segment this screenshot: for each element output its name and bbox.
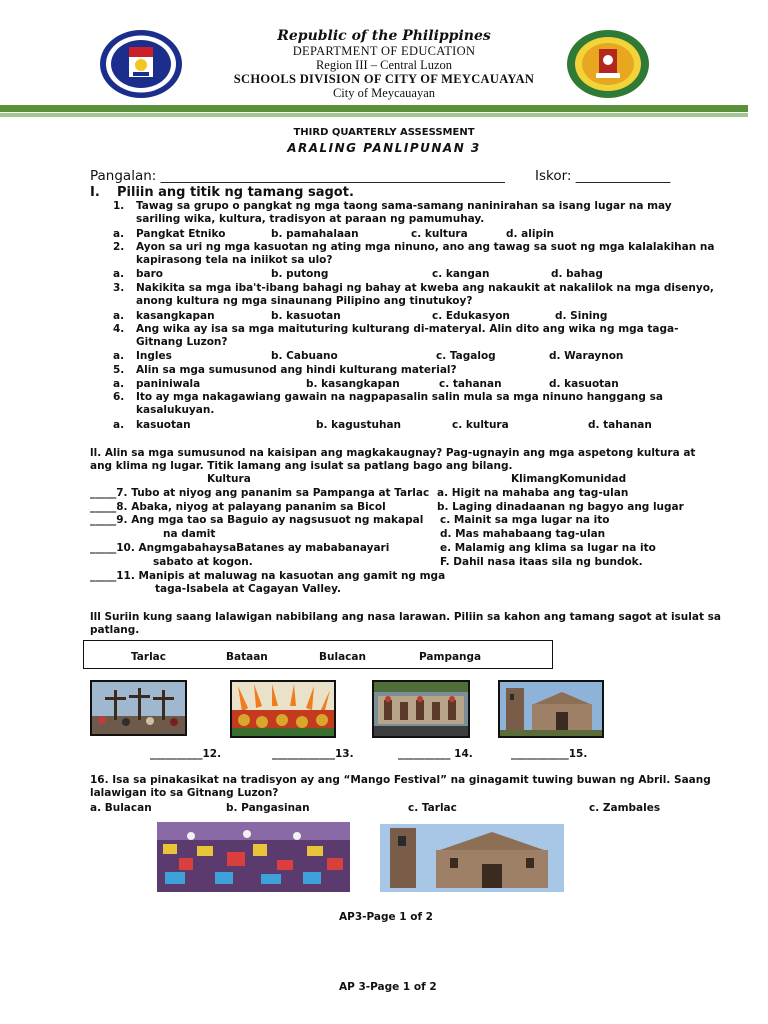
market-stall-photo [157,822,350,892]
choice-bataan: Bataan [226,651,268,663]
question-1-option-d[interactable]: d. alipin [506,228,555,240]
col-header-kultura: Kultura [207,473,251,485]
question-3-number: 3. [113,282,125,294]
name-field-label[interactable]: Pangalan: ___________________________________________________ [90,168,505,184]
choice-pampanga: Pampanga [419,651,482,663]
question-5-text: Alin sa mga sumusunod ang hindi kulturang material? [136,364,457,376]
question-1-option-c[interactable]: c. kultura [411,228,468,240]
division-name: SCHOOLS DIVISION OF CITY OF MEYCAUAYAN [233,72,535,86]
score-field-label[interactable]: Iskor: ______________ [535,168,671,184]
part2-instruction-1: ll. Alin sa mga sumusunod na kaisipan ang magkakaugnay? Pag-ugnayin ang mga aspetong kultura at [90,447,696,459]
stone-church-photo [498,680,604,738]
question-5-option-d[interactable]: d. kasuotan [549,378,619,390]
question-6-option-b[interactable]: b. kagustuhan [316,419,401,431]
question-4-letter-a: a. [113,350,125,362]
question-2-option-c[interactable]: c. kangan [432,268,490,280]
question-4-option-c[interactable]: c. Tagalog [436,350,496,362]
part3-instruction-2: patlang. [90,624,140,636]
matching-right-e: e. Malamig ang klima sa lugar na ito [440,542,656,554]
question-5-option-b[interactable]: b. kasangkapan [306,378,400,390]
matching-right-b: b. Laging dinadaanan ng bagyo ang lugar [437,501,684,513]
page-footer-2: AP 3-Page 1 of 2 [339,981,437,993]
header-band-light [0,113,748,117]
matching-left-9[interactable]: _____9. Ang mga tao sa Baguio ay nagsusuot ng makapal [90,514,424,526]
question-6-option-c[interactable]: c. kultura [452,419,509,431]
matching-left-9-cont: na damit [163,528,216,540]
question-2-option-d[interactable]: d. bahag [551,268,603,280]
exam-title: THIRD QUARTERLY ASSESSMENT [293,127,475,138]
question-3-option-c[interactable]: c. Edukasyon [432,310,510,322]
question-6-text: Ito ay mga nakagawiang gawain na nagpapasalin salin mula sa mga ninuno hanggang sa [136,391,663,403]
answer-blank-12[interactable]: __________12. [150,748,222,760]
question-2-text: Ayon sa uri ng mga kasuotan ng ating mga ninuno, ano ang tawag sa suot ng mga kalalakihan na [136,241,715,253]
matching-right-a: a. Higit na mahaba ang tag-ulan [437,487,629,499]
q16-line-2: lalawigan ito sa Gitnang Luzon? [90,787,279,799]
question-4-option-d[interactable]: d. Waraynon [549,350,624,362]
part1-heading: Piliin ang titik ng tamang sagot. [117,185,354,200]
question-3-text: Nakikita sa mga iba't-ibang bahagi ng bahay at kweba ang nakaukit at nakalilok na mga disenyo, [136,282,714,294]
question-4-option-a[interactable]: Ingles [136,350,172,362]
question-6-option-d[interactable]: d. tahanan [588,419,652,431]
region-name: Region III – Central Luzon [315,58,453,72]
city-name: City of Meycauayan [332,86,436,100]
question-6-number: 6. [113,391,125,403]
answer-blank-14[interactable]: __________ 14. [398,748,473,760]
question-5-number: 5. [113,364,125,376]
question-6-option-a[interactable]: kasuotan [136,419,191,431]
exam-subject: ARALING PANLIPUNAN 3 [287,141,481,155]
matching-left-10[interactable]: _____10. AngmgabahaysaBatanes ay mababanayari [90,542,390,554]
matching-left-7[interactable]: _____7. Tubo at niyog ang pananim sa Pampanga at Tarlac [90,487,430,499]
matching-right-d: d. Mas mahabaang tag-ulan [440,528,606,540]
part1-numeral: I. [90,185,100,200]
question-4-text-cont: Gitnang Luzon? [136,336,228,348]
matching-left-11-cont: taga-Isabela at Cagayan Valley. [155,583,342,595]
question-4-option-b[interactable]: b. Cabuano [271,350,338,362]
question-3-option-d[interactable]: d. Sining [555,310,608,322]
question-2-option-b[interactable]: b. putong [271,268,329,280]
question-6-text-cont: kasalukuyan. [136,404,215,416]
church-facade-photo [380,824,564,892]
part2-instruction-2: ang klima ng lugar. Titik lamang ang isulat sa patlang bago ang bilang. [90,460,513,472]
page-footer-1: AP3-Page 1 of 2 [339,911,433,923]
department-name: DEPARTMENT OF EDUCATION [292,44,476,58]
q16-line-1: 16. Isa sa pinakasikat na tradisyon ay ang “Mango Festival” na ginagamit tuwing buwan ng Abril. Saang [90,774,711,786]
question-2-letter-a: a. [113,268,125,280]
question-4-number: 4. [113,323,125,335]
question-6-letter-a: a. [113,419,125,431]
mural-painting-photo [372,680,470,738]
matching-left-10-cont: sabato at kogon. [153,556,253,568]
choice-bulacan: Bulacan [319,651,366,663]
question-5-letter-a: a. [113,378,125,390]
question-3-option-b[interactable]: b. kasuotan [271,310,341,322]
crucifixion-reenactment-photo [90,680,187,736]
matching-left-11[interactable]: _____11. Manipis at maluwag na kasuotan ang gamit ng mga [90,570,446,582]
question-2-option-a[interactable]: baro [136,268,163,280]
q16-choice-d[interactable]: c. Zambales [589,802,661,814]
question-5-option-c[interactable]: c. tahanan [439,378,502,390]
question-1-letter-a: a. [113,228,125,240]
col-header-klima: KlimangKomunidad [511,473,627,485]
matching-left-8[interactable]: _____8. Abaka, niyog at palayang pananim sa Bicol [90,501,386,513]
question-1-number: 1. [113,200,125,212]
q16-choice-a[interactable]: a. Bulacan [90,802,152,814]
festival-parade-photo [230,680,336,738]
question-5-option-a[interactable]: paniniwala [136,378,201,390]
part3-instruction-1: lll Suriin kung saang lalawigan nabibilang ang nasa larawan. Piliin sa kahon ang tamang sagot at isulat sa [90,611,721,623]
matching-right-f: F. Dahil nasa itaas sila ng bundok. [440,556,643,568]
answer-blank-15[interactable]: ___________15. [511,748,588,760]
answer-blank-13[interactable]: ____________13. [272,748,354,760]
question-1-text-cont: sariling wika, kultura, tradisyon at paraan ng pamumuhay. [136,213,485,225]
question-3-text-cont: anong kultura ng mga sinaunang Pilipino ang tinutukoy? [136,295,473,307]
question-3-option-a[interactable]: kasangkapan [136,310,215,322]
question-1-option-b[interactable]: b. pamahalaan [271,228,359,240]
matching-right-c: c. Mainit sa mga lugar na ito [440,514,610,526]
question-1-option-a[interactable]: Pangkat Etniko [136,228,226,240]
q16-choice-b[interactable]: b. Pangasinan [226,802,310,814]
question-1-text: Tawag sa grupo o pangkat ng mga taong sama-samang naninirahan sa isang lugar na may [136,200,672,212]
question-4-text: Ang wika ay isa sa mga maituturing kulturang di-materyal. Alin dito ang wika ng mga taga- [136,323,679,335]
question-3-letter-a: a. [113,310,125,322]
header-band-dark [0,105,748,112]
q16-choice-c[interactable]: c. Tarlac [408,802,457,814]
question-2-text-cont: kapirasong tela na iniikot sa ulo? [136,254,333,266]
question-2-number: 2. [113,241,125,253]
republic-title: Republic of the Philippines [277,28,491,44]
choice-tarlac: Tarlac [131,651,166,663]
